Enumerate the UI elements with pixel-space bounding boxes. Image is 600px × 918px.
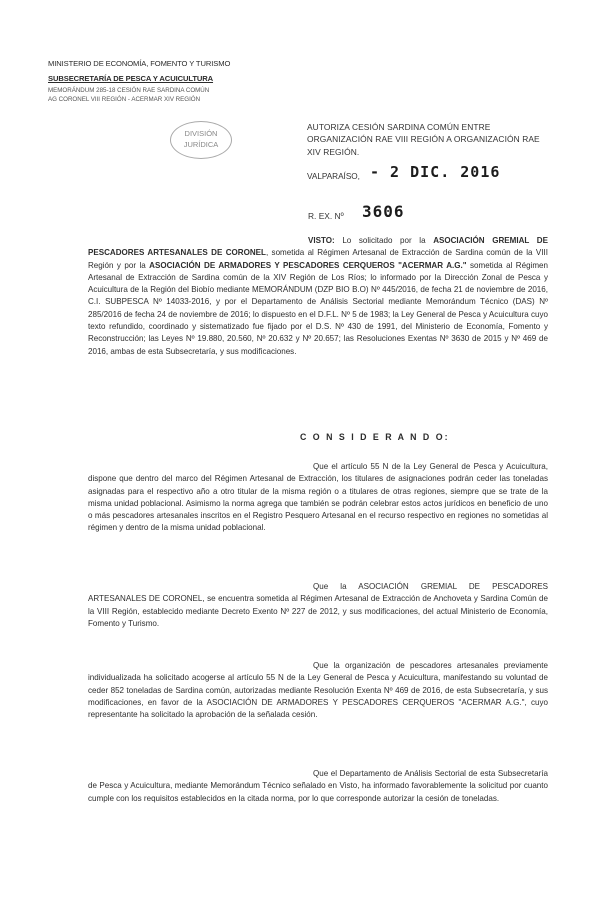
considerando-paragraph-1: Que el artículo 55 N de la Ley General de Pesca y Acuicultura, dispone que dentro del marco del Régimen Artesanal de Extracción, los titulares de asignaciones podrán ceder las toneladas asignadas para el respectivo año a otro titular de la misma región o a titulares de otras regiones, siempre que se trate de la misma unidad poblacional. Asimismo la norma agrega que también se podrán celebrar estos actos jurídicos en beneficio de uno o más pescadores artesanales inscritos en el Registro Pesquero Artesanal en el recurso respectivo en regiones no sometidas al régimen y dentro de la misma unidad poblacional. — [88, 462, 548, 533]
ministry-name: MINISTERIO DE ECONOMÍA, FOMENTO Y TURISMO — [48, 59, 231, 68]
visto-rest: sometida al Régimen Artesanal de Extracción de Sardina común de la XIV Región de Los Ríos; lo informado por la Dirección Zonal de Pesca y Acuicultura de la Región del Biobío mediante MEMORÁNDUM (DZP BIO B.O) Nº 445/2016, de fecha 21 de noviembre de 2016, C.I. SUBPESCA Nº 14033-2016, y por el Departamento de Análisis Sectorial mediante Memorándum Técnico (DAS) Nº 285/2016 de fecha 24 de noviembre de 2016; lo dispuesto en el D.F.L. Nº 5 de 1983; la Ley General de Pesca y Acuicultura cuyo texto refundido, coordinado y sistematizado fue fijado por el D.S. Nº 430 de 1991, del Ministerio de Economía, Fomento y Reconstrucción; las Leyes Nº 19.880, 20.560, Nº 20.632 y Nº 20.657; las Resoluciones Exentas Nº 3630 de 2015 y Nº 469 de 2016, ambas de esta Subsecretaría, y sus modificaciones. — [88, 260, 548, 356]
visto-paragraph — [88, 235, 548, 358]
considerando-heading: C O N S I D E R A N D O: — [300, 432, 450, 442]
place-label: VALPARAÍSO, — [307, 172, 360, 181]
visto-label: VISTO: — [308, 236, 335, 245]
resolution-date: - 2 DIC. 2016 — [370, 163, 501, 181]
visto-mid-text: , sometida al Régimen Artesanal de Extracción de Sardina común de la VIII Región y por la — [88, 248, 548, 270]
reference-line-1: MEMORÁNDUM 285-18 CESIÓN RAE SARDINA COMÚN — [48, 87, 210, 94]
visto-lead: Lo solicitado por la — [342, 236, 426, 245]
considerando-paragraph-4: Que el Departamento de Análisis Sectorial de esta Subsecretaría de Pesca y Acuicultura, mediante Memorándum Técnico señalado en Visto, ha informado favorablemente la solicitud por cuanto cumple con los requisitos establecidos en la citada norma, por lo que corresponde autorizar la cesión de toneladas. — [88, 769, 548, 803]
stamp-line-1: DIVISIÓN — [184, 129, 218, 138]
resolution-number: 3606 — [362, 202, 405, 221]
visto-org-coronel: ASOCIACIÓN GREMIAL DE PESCADORES ARTESANALES DE CORONEL — [88, 236, 548, 258]
resolution-number-label: R. EX. Nº — [308, 211, 344, 221]
stamp-line-2: JURÍDICA — [183, 140, 219, 149]
visto-org-acermar: ASOCIACIÓN DE ARMADORES Y PESCADORES CERQUEROS "ACERMAR A.G." — [149, 260, 467, 270]
resolution-subject: AUTORIZA CESIÓN SARDINA COMÚN ENTRE ORGANIZACIÓN RAE VIII REGIÓN A ORGANIZACIÓN RAE XIV REGIÓN. — [307, 122, 540, 157]
subsecretaria-name: SUBSECRETARÍA DE PESCA Y ACUICULTURA — [48, 74, 214, 83]
reference-line-2: AG CORONEL VIII REGIÓN - ACERMAR XIV REGIÓN — [48, 96, 201, 103]
division-juridica-stamp — [170, 121, 232, 159]
considerando-paragraph-2: Que la ASOCIACIÓN GREMIAL DE PESCADORES ARTESANALES DE CORONEL, se encuentra sometida al Régimen Artesanal de Extracción de Anchoveta y Sardina Común de la VIII Región, establecido mediante Decreto Exento Nº 227 de 2012, y sus modificaciones, del actual Ministerio de Economía, Fomento y Turismo. — [88, 582, 548, 628]
considerando-paragraph-3: Que la organización de pescadores artesanales previamente individualizada ha solicitado acogerse al artículo 55 N de la Ley General de Pesca y Acuicultura, manifestando su voluntad de ceder 852 toneladas de Sardina común, autorizadas mediante Resolución Exenta Nº 469 de 2016, de esta Subsecretaría, y sus modificaciones, en favor de la ASOCIACIÓN DE ARMADORES Y PESCADORES CERQUEROS "ACERMAR A.G.", cuyo representante ha solicitado la aprobación de la señalada cesión. — [88, 661, 548, 720]
